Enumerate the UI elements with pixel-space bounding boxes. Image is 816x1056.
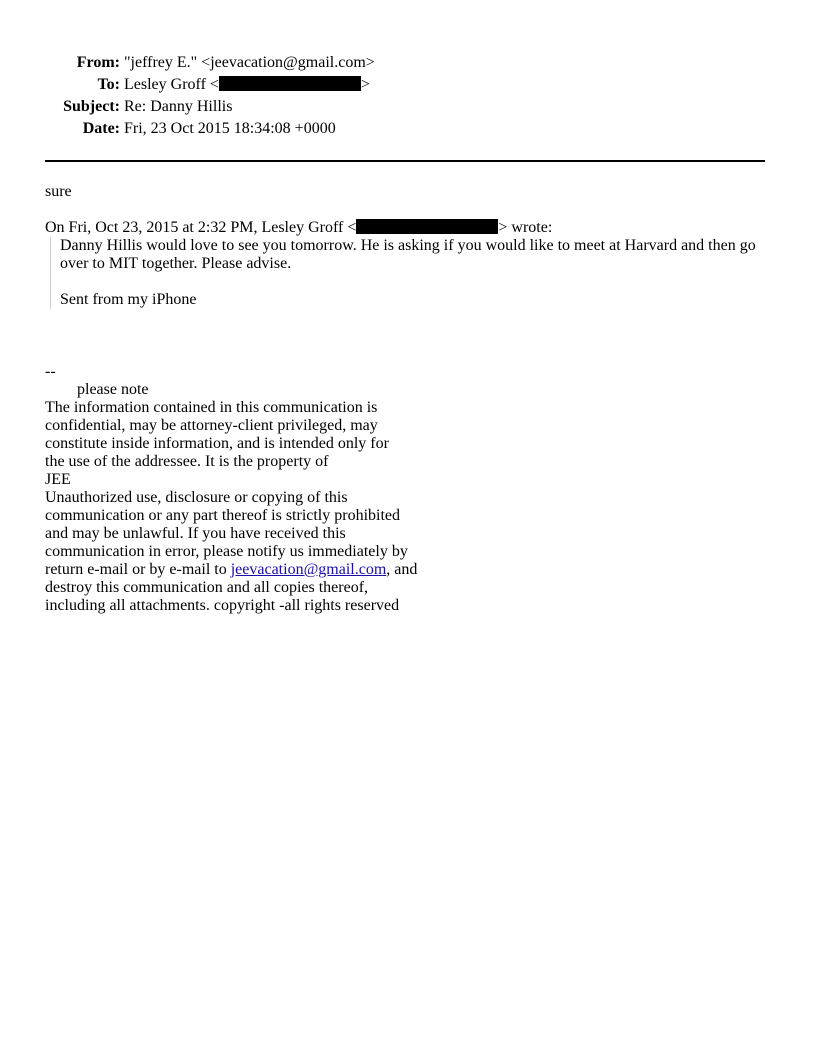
- date-row: [45, 120, 375, 142]
- disclaimer-line: JEE: [45, 471, 71, 488]
- date-value: Fri, 23 Oct 2015 18:34:08 +0000: [124, 120, 336, 137]
- disclaimer-line: The information contained in this communication is: [45, 399, 378, 416]
- quoted-sent-line: Sent from my iPhone: [60, 291, 197, 308]
- return-suffix: , and: [386, 561, 418, 578]
- date-label: Date:: [82, 120, 120, 137]
- disclaimer-line: including all attachments. copyright -all rights reserved: [45, 597, 400, 614]
- subject-label: Subject:: [63, 98, 120, 115]
- from-label: From:: [76, 54, 120, 71]
- email-link[interactable]: jeevacation@gmail.com: [230, 561, 387, 578]
- to-name: Lesley Groff <: [124, 76, 219, 93]
- quoted-message: [50, 237, 765, 309]
- disclaimer-line: constitute inside information, and is intended only for: [45, 435, 389, 452]
- disclaimer-line: [45, 561, 765, 579]
- to-row: [45, 76, 375, 98]
- quote-attribution: [45, 219, 765, 237]
- please-note: please note: [77, 381, 149, 398]
- to-value: [124, 76, 370, 98]
- to-close: >: [360, 76, 370, 93]
- email-body: [45, 183, 765, 615]
- header-divider: [45, 160, 765, 162]
- disclaimer-line: confidential, may be attorney-client privileged, may: [45, 417, 378, 434]
- attribution-start: On Fri, Oct 23, 2015 at 2:32 PM, Lesley Groff <: [45, 219, 357, 236]
- disclaimer-line: the use of the addressee. It is the property of: [45, 453, 329, 470]
- from-row: [45, 54, 375, 76]
- disclaimer-line: destroy this communication and all copies thereof,: [45, 579, 369, 596]
- disclaimer-line: and may be unlawful. If you have received this: [45, 525, 346, 542]
- signature: [45, 363, 765, 615]
- attribution-end: > wrote:: [498, 219, 553, 236]
- redaction-box: [219, 76, 361, 91]
- email-header: [45, 54, 375, 142]
- disclaimer-line: communication or any part thereof is strictly prohibited: [45, 507, 401, 524]
- subject-value: Re: Danny Hillis: [124, 98, 233, 115]
- signature-dashes: --: [45, 363, 56, 380]
- to-label: To:: [97, 76, 120, 93]
- disclaimer-line: Unauthorized use, disclosure or copying of this: [45, 489, 348, 506]
- redaction-box: [356, 219, 498, 234]
- reply-text: sure: [45, 183, 72, 200]
- return-prefix: return e-mail or by e-mail to: [45, 561, 231, 578]
- quoted-text: Danny Hillis would love to see you tomorrow. He is asking if you would like to meet at Harvard and then go over to MIT together. Please advise.: [60, 237, 756, 272]
- subject-row: [45, 98, 375, 120]
- from-value: "jeffrey E." <jeevacation@gmail.com>: [124, 54, 375, 71]
- disclaimer-line: communication in error, please notify us immediately by: [45, 543, 408, 560]
